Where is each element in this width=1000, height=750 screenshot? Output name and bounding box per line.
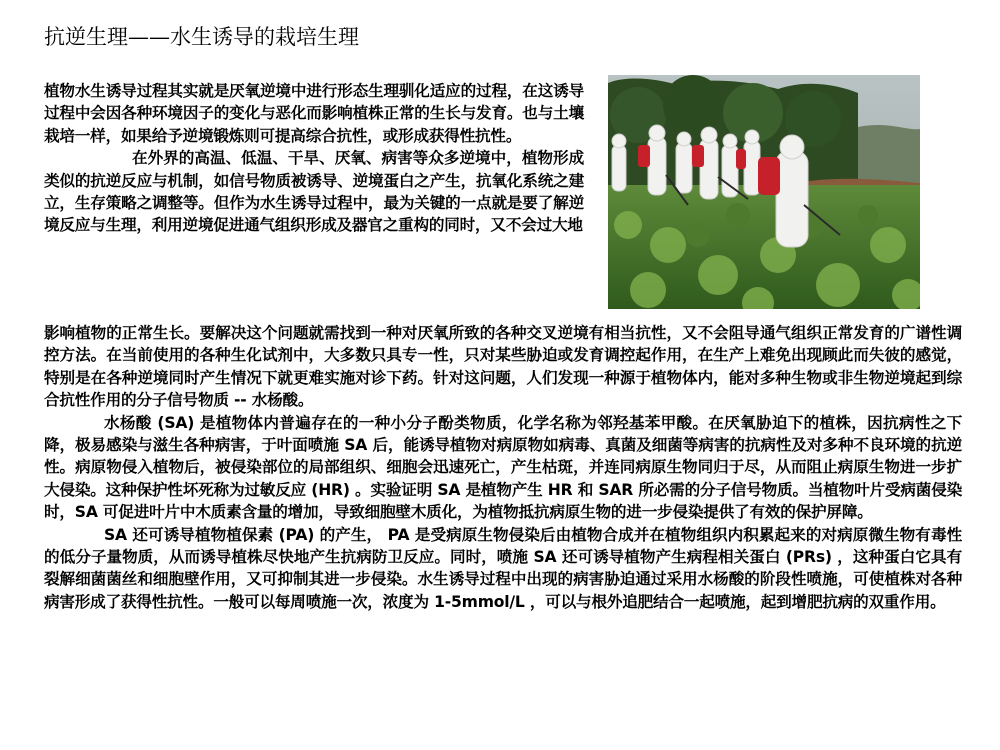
main-text [44,322,962,613]
field-spraying-photo [608,75,920,309]
paragraph-continuation: 影响植物的正常生长。要解决这个问题就需找到一种对厌氧所致的各种交叉逆境有相当抗性，又不会阻导通气组织正常发育的广谱性调控方法。在当前使用的各种生化试剂中，大多数只具专一性，只对某些胁迫或发育调控起作用，在生产上难免出现顾此而失彼的感觉，特别是在各种逆境同时产生情况下就更难实施对诊下药。针对这问题，人们发现一种源于植物体内，能对多种生物或非生物逆境起到综合抗性作用的分子信号物质 -- 水杨酸。 [44,324,962,410]
page-title: 抗逆生理——水生诱导的栽培生理 [44,25,359,49]
paragraph-salicylic-acid: 水杨酸 (SA) 是植物体内普遍存在的一种小分子酚类物质，化学名称为邻羟基苯甲酸。在厌氧胁迫下的植株，因抗病性之下降，极易感染与滋生各种病害，于叶面喷施 SA 后，能诱导植物对病原物如病毒、真菌及细菌等病害的抗病性及对多种不良环境的抗逆性。病原物侵入植物后，被侵染部位的局部组织、细胞会迅速死亡，产生枯斑，并连同病原生物同归于尽，从而阻止病原生物进一步扩大侵染。这种保护性坏死称为过敏反应 (HR) 。实验证明 SA 是植物产生 HR 和 SAR 所必需的分子信号物质。当植物叶片受病菌侵染时，SA 可促进叶片中木质素含量的增加，导致细胞壁木质化，为植物抵抗病原生物的进一步侵染提供了有效的保护屏障。 [44,413,962,522]
intro-column [44,80,584,237]
paragraph-stress-response: 在外界的高温、低温、干旱、厌氧、病害等众多逆境中，植物形成类似的抗逆反应与机制，如信号物质被诱导、逆境蛋白之产生，抗氧化系统之建立，生存策略之调整等。但作为水生诱导过程中，最为关键的一点就是要了解逆境反应与生理，利用逆境促进通气组织形成及器官之重构的同时，又不会过大地 [44,149,584,235]
paragraph-phytoalexin: SA 还可诱导植物植保素 (PA) 的产生， PA 是受病原生物侵染后由植物合成并在植物组织内积累起来的对病原微生物有毒性的低分子量物质，从而诱导植株尽快地产生抗病防卫反应。同时，喷施 SA 还可诱导植物产生病程相关蛋白 (PRs) ，这种蛋白它具有裂解细菌菌丝和细胞壁作用，又可抑制其进一步侵染。水生诱导过程中出现的病害胁迫通过采用水杨酸的阶段性喷施，可使植株对各种病害形成了获得性抗性。一般可以每周喷施一次，浓度为 1-5mmol/L ，可以与根外追肥结合一起喷施，起到增肥抗病的双重作用。 [44,525,962,611]
paragraph-intro: 植物水生诱导过程其实就是厌氧逆境中进行形态生理驯化适应的过程，在这诱导过程中会因各种环境因子的变化与恶化而影响植株正常的生长与发育。也与土壤栽培一样，如果给予逆境锻炼则可提高综合抗性，或形成获得性抗性。 [44,82,584,145]
